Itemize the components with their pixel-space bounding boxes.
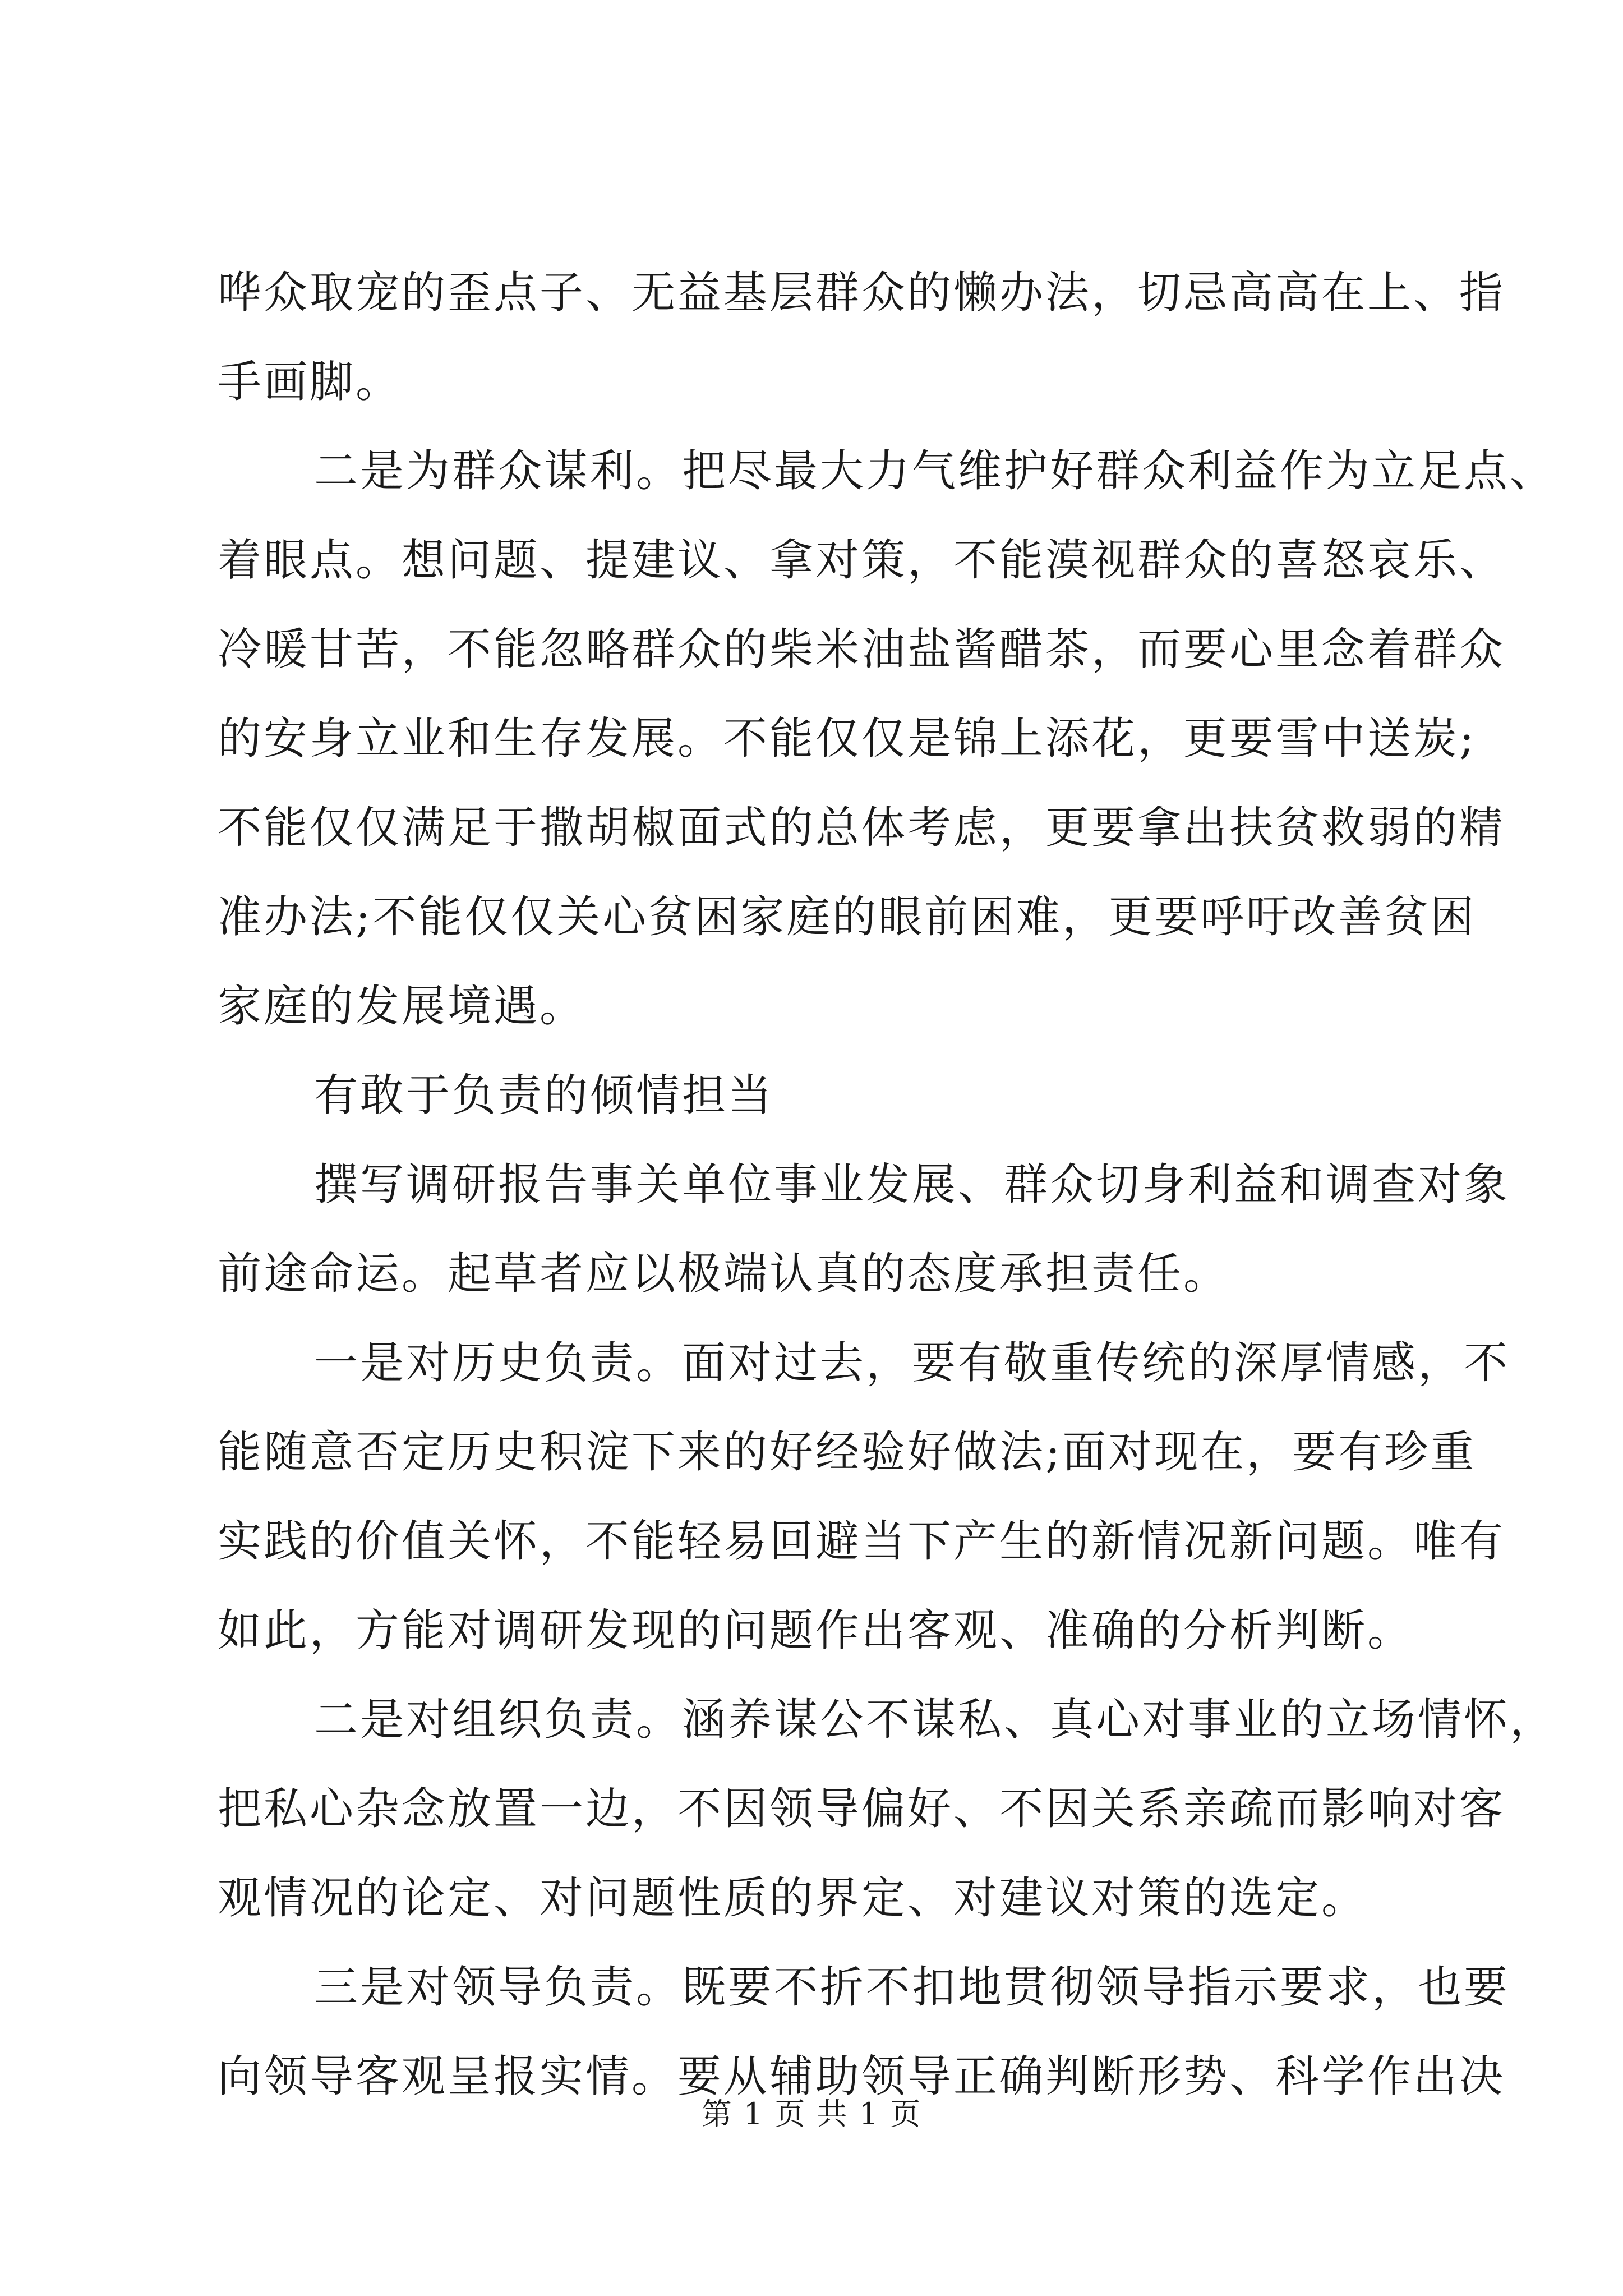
text-line: 着眼点。想问题、提建议、拿对策，不能漠视群众的喜怒哀乐、 xyxy=(218,535,1506,586)
text-line: 观情况的论定、对问题性质的界定、对建议对策的选定。 xyxy=(218,1873,1368,1924)
text-line: 家庭的发展境遇。 xyxy=(218,981,586,1032)
text-line: 冷暖甘苦，不能忽略群众的柴米油盐酱醋茶，而要心里念着群众 xyxy=(218,624,1506,675)
text-line: 一是对历史负责。面对过去，要有敬重传统的深厚情感，不 xyxy=(314,1338,1510,1388)
text-line: 准办法;不能仅仅关心贫困家庭的眼前困难，更要呼吁改善贫困 xyxy=(218,892,1477,942)
text-line: 的安身立业和生存发展。不能仅仅是锦上添花，更要雪中送炭; xyxy=(218,714,1477,764)
text-line: 把私心杂念放置一边，不因领导偏好、不因关系亲疏而影响对客 xyxy=(218,1784,1506,1834)
text-line: 如此，方能对调研发现的问题作出客观、准确的分析判断。 xyxy=(218,1605,1414,1656)
text-line: 三是对领导负责。既要不折不扣地贯彻领导指示要求，也要 xyxy=(314,1962,1510,2013)
text-line: 撰写调研报告事关单位事业发展、群众切身利益和调查对象 xyxy=(314,1159,1510,1210)
text-line: 二是为群众谋利。把尽最大力气维护好群众利益作为立足点、 xyxy=(314,446,1556,496)
text-line: 有敢于负责的倾情担当 xyxy=(314,1070,774,1121)
page-footer: 第 1 页 共 1 页 xyxy=(701,2096,922,2132)
document-body xyxy=(218,265,1556,2138)
text-line: 不能仅仅满足于撒胡椒面式的总体考虑，更要拿出扶贫救弱的精 xyxy=(218,803,1506,853)
text-line: 二是对组织负责。涵养谋公不谋私、真心对事业的立场情怀， xyxy=(314,1695,1556,1745)
text-line: 向领导客观呈报实情。要从辅助领导正确判断形势、科学作出决 xyxy=(218,2051,1506,2102)
text-line: 哗众取宠的歪点子、无益基层群众的懒办法，切忌高高在上、指 xyxy=(218,268,1506,318)
text-line: 能随意否定历史积淀下来的好经验好做法;面对现在，要有珍重 xyxy=(218,1427,1477,1478)
text-line: 实践的价值关怀，不能轻易回避当下产生的新情况新问题。唯有 xyxy=(218,1516,1506,1567)
text-line: 前途命运。起草者应以极端认真的态度承担责任。 xyxy=(218,1249,1230,1299)
text-line: 手画脚。 xyxy=(218,357,402,407)
